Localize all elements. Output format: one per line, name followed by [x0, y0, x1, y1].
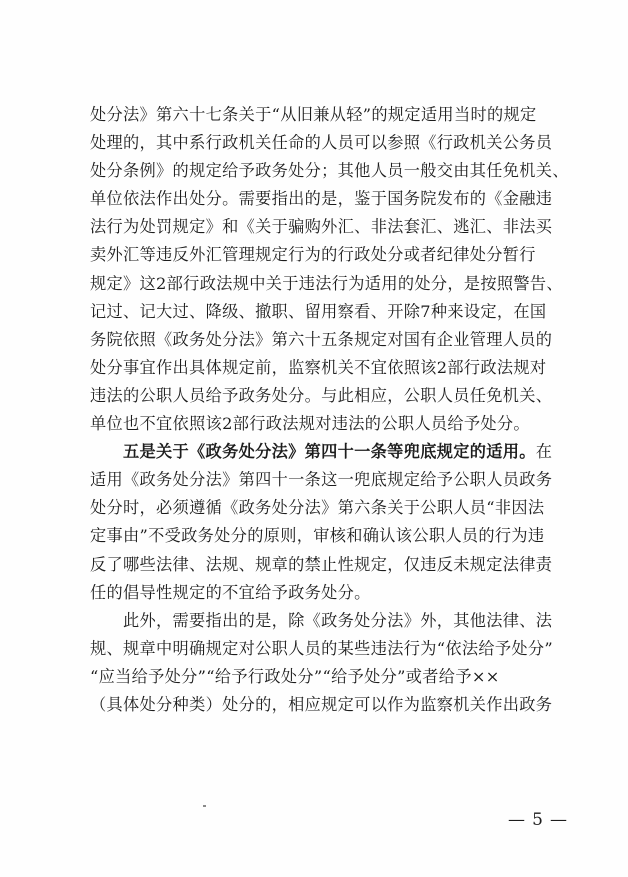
- text-line: “应当给予处分”“给予行政处分”“给予处分”或者给予××: [90, 666, 500, 686]
- text-line: 任的倡导性规定的不宜给予政务处分。: [90, 582, 371, 602]
- text-line: 处理的，其中系行政机关任命的人员可以参照《行政机关公务员: [90, 133, 553, 153]
- text-line: 此外，需要指出的是，除《政务处分法》外，其他法律、法: [123, 610, 553, 630]
- text-line: 处分事宜作出具体规定前，监察机关不宜依照该2部行政法规对: [90, 357, 547, 377]
- text-line: 适用《政务处分法》第四十一条这一兜底规定给予公职人员政务: [90, 470, 553, 490]
- text-line: （具体处分种类）处分的，相应规定可以作为监察机关作出政务: [90, 694, 553, 714]
- text-line: 法行为处罚规定》和《关于骗购外汇、非法套汇、逃汇、非法买: [90, 217, 553, 237]
- text-line: 单位也不宜依照该2部行政法规对违法的公职人员给予处分。: [90, 414, 530, 434]
- text-line: 处分条例》的规定给予政务处分；其他人员一般交由其任免机关、: [90, 161, 569, 181]
- text-line: 处分时，必须遵循《政务处分法》第六条关于公职人员“非因法: [90, 498, 545, 518]
- text-line: 务院依照《政务处分法》第六十五条规定对国有企业管理人员的: [90, 329, 553, 349]
- text-line: 规定》这2部行政法规中关于违法行为适用的处分，是按照警告、: [90, 273, 563, 293]
- scan-dot-mark: [203, 805, 206, 807]
- text-line: 定事由”不受政务处分的原则，审核和确认该公职人员的行为违: [90, 526, 545, 546]
- heading-line-tail: 在: [535, 442, 553, 462]
- text-line: 规、规章中明确规定对公职人员的某些违法行为“依法给予处分”: [90, 638, 554, 658]
- text-line: 违法的公职人员给予政务处分。与此相应，公职人员任免机关、: [90, 385, 553, 405]
- body-text: [90, 101, 574, 719]
- page-number: — 5 —: [508, 810, 568, 830]
- text-line: 反了哪些法律、法规、规章的禁止性规定，仅违反未规定法律责: [90, 554, 553, 574]
- text-line: 卖外汇等违反外汇管理规定行为的行政处分或者纪律处分暂行: [90, 245, 536, 265]
- paragraph-heading: 五是关于《政务处分法》第四十一条等兜底规定的适用。: [123, 442, 536, 462]
- text-line: 单位依法作出处分。需要指出的是，鉴于国务院发布的《金融违: [90, 189, 553, 209]
- text-line: 记过、记大过、降级、撤职、留用察看、开除7种来设定，在国: [90, 301, 547, 321]
- text-line: 处分法》第六十七条关于“从旧兼从轻”的规定适用当时的规定: [90, 105, 537, 124]
- paragraph-heading-line: [90, 438, 574, 466]
